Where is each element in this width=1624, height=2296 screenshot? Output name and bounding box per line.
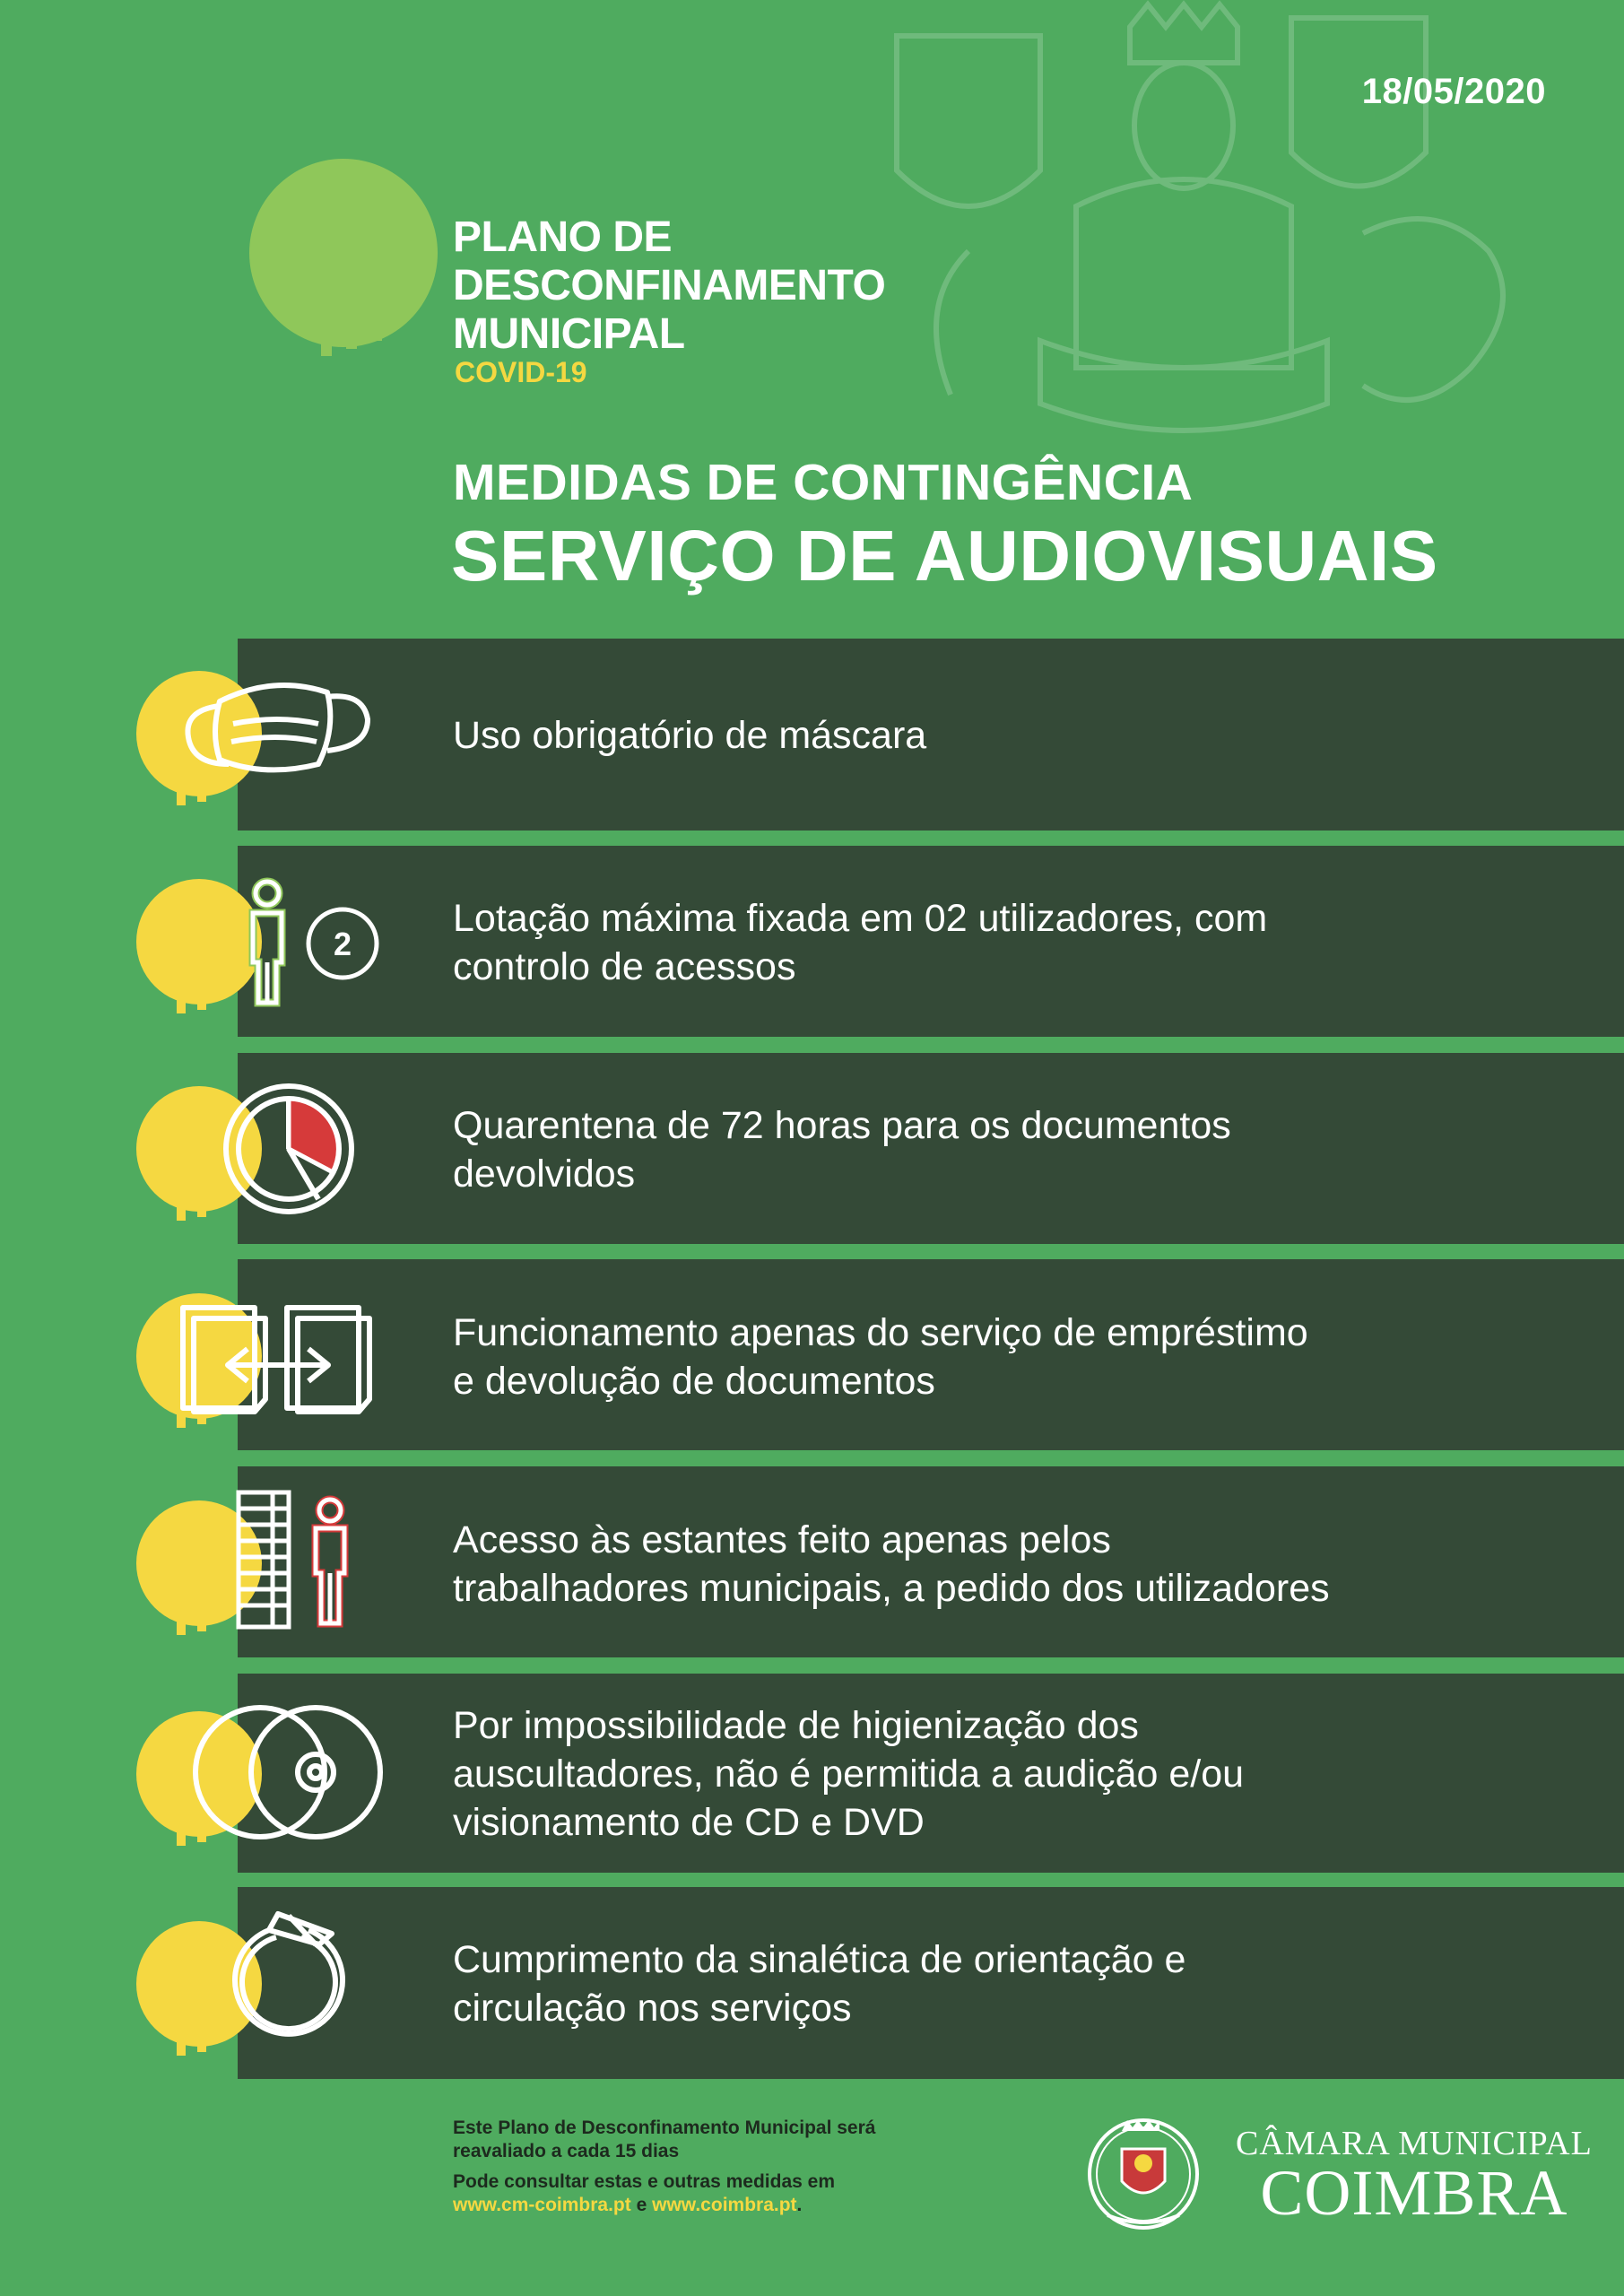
capacity-number: 2 xyxy=(333,926,352,962)
coimbra-link[interactable]: www.coimbra.pt xyxy=(652,2195,797,2215)
measure-line: auscultadores, não é permitida a audição e/ou xyxy=(453,1752,1245,1796)
measure-line: circulação nos serviços xyxy=(453,1987,852,2030)
measure-text xyxy=(453,1516,1330,1613)
measure-line: Por impossibilidade de higienização dos xyxy=(453,1704,1139,1747)
footer-note xyxy=(453,2117,875,2217)
page-subtitle: MEDIDAS DE CONTINGÊNCIA xyxy=(453,454,1194,511)
coimbra-seal-icon xyxy=(1081,2109,1206,2235)
plan-title xyxy=(453,213,885,359)
measure-text xyxy=(453,1701,1244,1847)
face-mask-icon xyxy=(179,674,377,782)
brand-line-2: COIMBRA xyxy=(1260,2157,1568,2229)
measure-line: Uso obrigatório de máscara xyxy=(453,714,927,757)
footer-joiner: e xyxy=(630,2195,653,2215)
covid-label: COVID-19 xyxy=(455,356,587,388)
circulation-arrow-icon xyxy=(226,1909,360,2043)
measure-line: Funcionamento apenas do serviço de empréstimo xyxy=(453,1311,1308,1354)
footer-links xyxy=(453,2194,875,2217)
plan-title-line: DESCONFINAMENTO xyxy=(453,262,886,309)
footer-line: Pode consultar estas e outras medidas em xyxy=(453,2171,835,2192)
measure-line: Acesso às estantes feito apenas pelos xyxy=(453,1518,1111,1561)
page-title: SERVIÇO DE AUDIOVISUAIS xyxy=(451,516,1438,596)
measure-text xyxy=(453,711,926,760)
measure-line: Quarentena de 72 horas para os documentos xyxy=(453,1104,1231,1147)
footer-end: . xyxy=(796,2195,803,2215)
capacity-person-icon xyxy=(242,877,386,1007)
cm-coimbra-link[interactable]: www.cm-coimbra.pt xyxy=(453,2195,631,2215)
plan-logo-icon xyxy=(240,154,447,361)
measure-line: e devolução de documentos xyxy=(453,1360,935,1403)
measure-line: visionamento de CD e DVD xyxy=(453,1801,925,1844)
footer-line: Este Plano de Desconfinamento Municipal será xyxy=(453,2118,876,2138)
plan-title-line: PLANO DE xyxy=(453,213,673,261)
quarantine-clock-icon xyxy=(220,1080,359,1219)
measure-text xyxy=(453,894,1267,991)
measure-line: controlo de acessos xyxy=(453,945,796,988)
measure-line: devolvidos xyxy=(453,1152,636,1196)
measure-line: trabalhadores municipais, a pedido dos utilizadores xyxy=(453,1567,1330,1610)
measure-text xyxy=(453,1101,1231,1198)
measure-text xyxy=(453,1935,1185,2032)
shelf-worker-icon xyxy=(233,1489,359,1632)
cd-dvd-icon xyxy=(190,1700,387,1844)
measure-band xyxy=(238,639,1624,831)
brand-line-1: CÂMARA MUNICIPAL xyxy=(1236,2125,1593,2162)
measure-line: Cumprimento da sinalética de orientação e xyxy=(453,1938,1186,1981)
measure-line: Lotação máxima fixada em 02 utilizadores, com xyxy=(453,897,1268,940)
camara-municipal-logo xyxy=(1236,2124,1593,2229)
footer-line: reavaliado a cada 15 dias xyxy=(453,2141,680,2161)
publication-date: 18/05/2020 xyxy=(1361,72,1546,111)
document-exchange-icon xyxy=(176,1302,380,1424)
measure-text xyxy=(453,1309,1308,1405)
plan-title-line: MUNICIPAL xyxy=(453,310,685,358)
